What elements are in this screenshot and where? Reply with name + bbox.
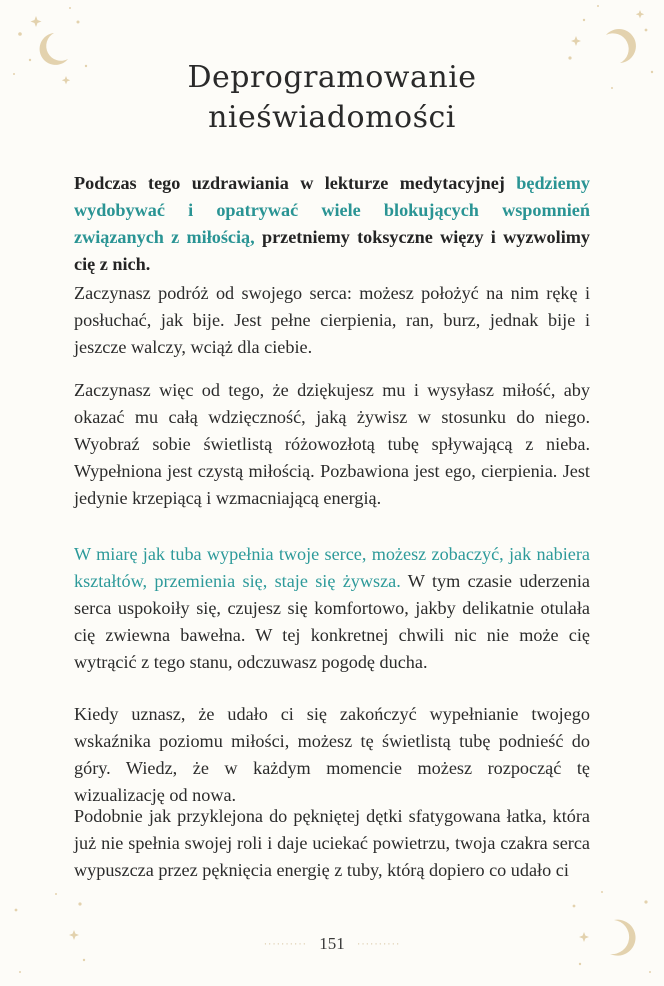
chapter-title xyxy=(0,58,664,138)
intro-paragraph xyxy=(74,170,590,278)
chapter-title-line-2: nieświadomości xyxy=(208,100,456,135)
star-icon xyxy=(571,36,581,46)
dots-ornament-right: ·········· xyxy=(357,939,401,951)
intro-highlight: będziemy wydobywać i opatrywać wiele blokujących wspomnień związanych z miłością, xyxy=(74,173,590,247)
bottom-right-moon-decoration xyxy=(554,880,664,986)
chapter-title-line-1: Deprogramowanie xyxy=(187,60,477,95)
star-icon xyxy=(31,16,42,27)
intro-text-end: przetniemy toksyczne więzy i wyzwolimy cię z nich. xyxy=(74,227,590,274)
paragraph-3-rest: W tym czasie uderzenia serca uspokoiły się, czujesz się komfortowo, jakby delikatnie otulała cię zwiewna bawełna. W tej konkretnej chwili nic nie może cię wytrącić z tego stanu, odczuwasz pogodę ducha. xyxy=(74,571,590,672)
star-icon xyxy=(636,10,644,18)
page-number-footer xyxy=(0,934,664,954)
bottom-left-moon-decoration xyxy=(0,880,110,986)
body-paragraph-5: Podobnie jak przyklejona do pękniętej dętki sfatygowana łatka, która już nie spełnia swojej roli i daje uciekać powietrzu, twoja czakra serca wypuszcza przez pęknięcia energię z tuby, którą dopiero co udało ci xyxy=(74,806,590,880)
intro-text-start: Podczas tego uzdrawiania w lekturze medytacyjnej xyxy=(74,173,517,193)
dots-ornament-left: ·········· xyxy=(263,939,307,951)
paragraph-3-highlight: W miarę jak tuba wypełnia twoje serce, możesz zobaczyć, jak nabiera kształtów, przemienia się, staje się żywsza. xyxy=(74,544,590,591)
body-paragraph-4: Kiedy uznasz, że udało ci się zakończyć wypełnianie twojego wskaźnika poziomu miłości, możesz tę świetlistą tubę podnieść do góry. Wiedz, że w każdym momencie możesz rozpocząć tę wizualizację od nowa. xyxy=(74,704,590,805)
body-paragraph-1: Zaczynasz podróż od swojego serca: możesz położyć na nim rękę i posłuchać, jak bije. Jest pełne cierpienia, ran, burz, jednak bije i jeszcze walczy, wciąż dla ciebie. xyxy=(74,283,590,357)
body-paragraph-3 xyxy=(74,541,590,676)
page-number: 151 xyxy=(319,934,345,953)
body-paragraph-2: Zaczynasz więc od tego, że dziękujesz mu i wysyłasz miłość, aby okazać mu całą wdzięczność, jaką żywisz w stosunku do niego. Wyobraź sobie świetlistą różowozłotą tubę spływającą z nieba. Wypełniona jest czystą miłością. Pozbawiona jest ego, cierpienia. Jest jedynie krzepiącą i wzmacniającą energią. xyxy=(74,380,590,508)
